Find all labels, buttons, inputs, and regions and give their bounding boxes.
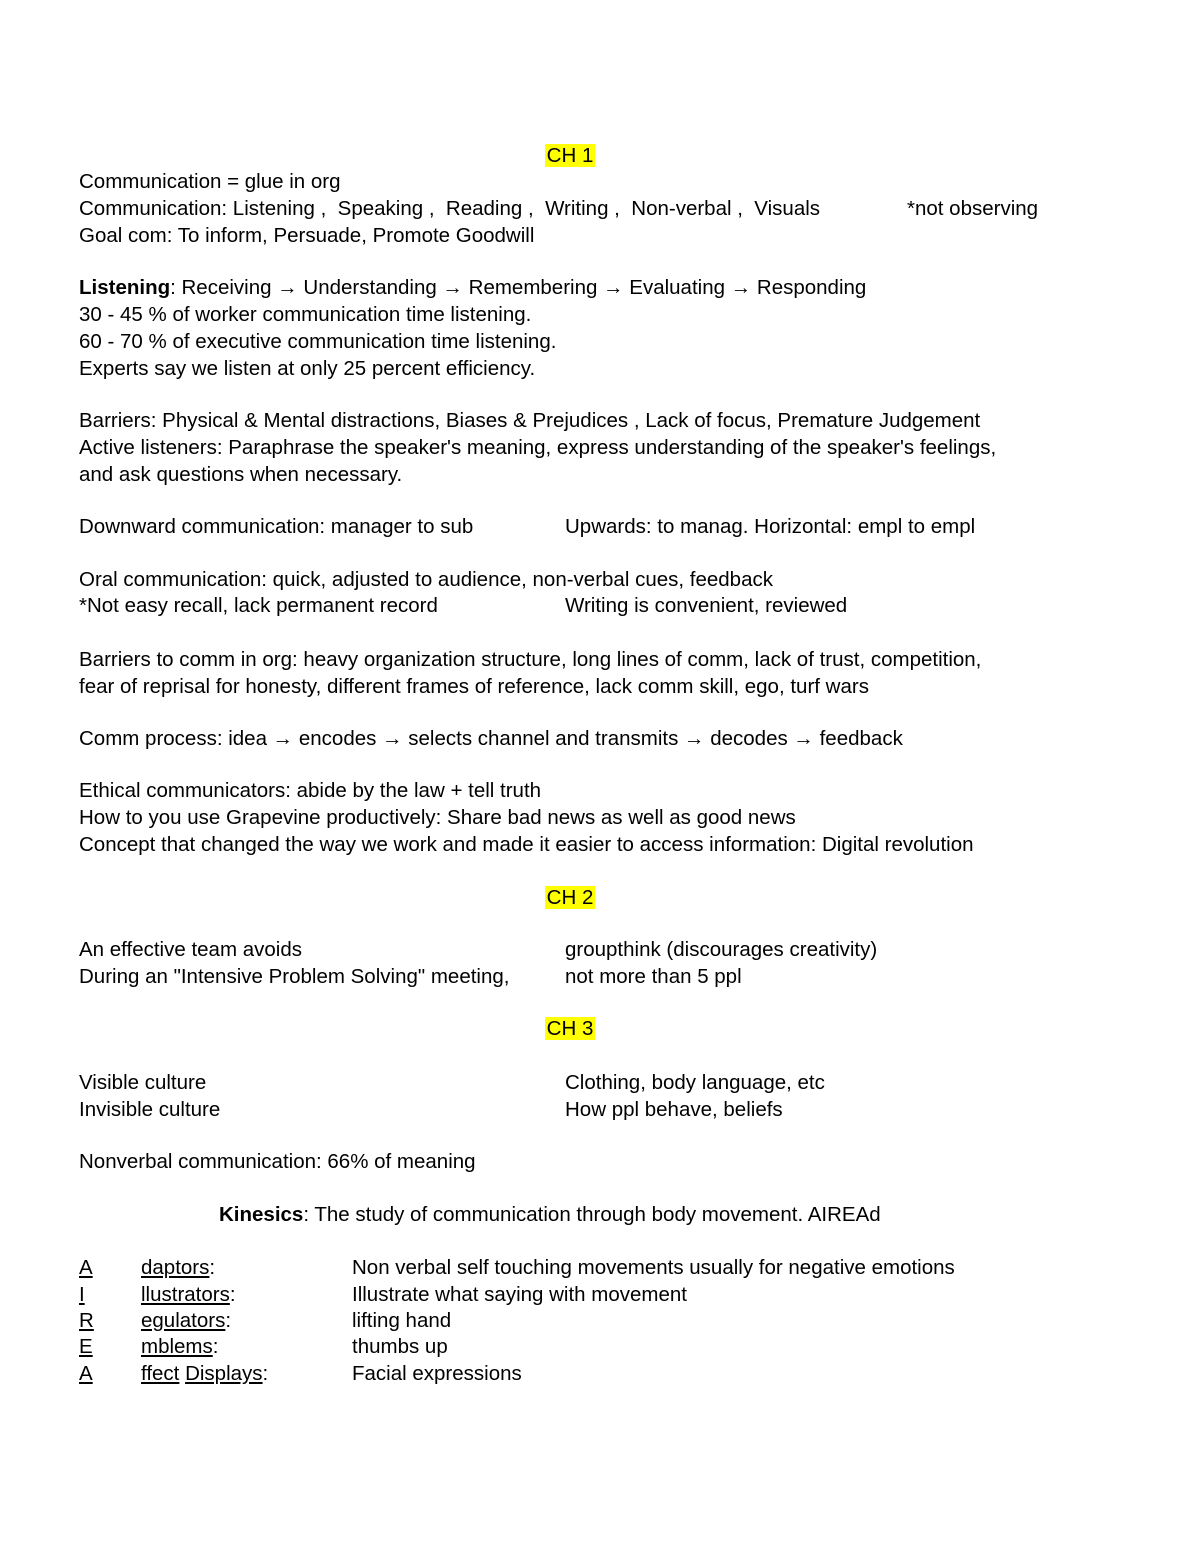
airead-definition: Non verbal self touching movements usually for negative emotions (352, 1256, 955, 1279)
ch2-line-team: An effective team avoids (79, 938, 302, 961)
ch1-line-ethical: Ethical communicators: abide by the law + tell truth (79, 779, 542, 802)
airead-letter: A (79, 1362, 93, 1385)
airead-term: mblems: (141, 1335, 219, 1358)
ch1-line-goal: Goal com: To inform, Persuade, Promote Goodwill (79, 224, 535, 247)
ch2-line-groupthink: groupthink (discourages creativity) (565, 938, 878, 961)
airead-term: llustrators: (141, 1283, 236, 1306)
ch3-line-visible: Visible culture (79, 1071, 207, 1094)
ch1-line-active-listeners-cont: and ask questions when necessary. (79, 463, 403, 486)
ch1-line-executive-listening: 60 - 70 % of executive communication time listening. (79, 330, 557, 353)
kinesics-label: Kinesics (219, 1203, 304, 1226)
ch3-heading-text: CH 3 (546, 1017, 594, 1040)
ch3-line-clothing: Clothing, body language, etc (565, 1071, 825, 1094)
ch1-heading-text: CH 1 (546, 144, 594, 167)
listening-label: Listening (79, 276, 171, 299)
airead-definition: Illustrate what saying with movement (352, 1283, 687, 1306)
airead-letter: R (79, 1309, 94, 1332)
ch3-line-invisible: Invisible culture (79, 1098, 221, 1121)
ch2-heading (0, 884, 1140, 911)
ch1-line-efficiency: Experts say we listen at only 25 percent efficiency. (79, 357, 536, 380)
airead-term-text: egulators (141, 1309, 226, 1332)
ch1-line-comm-process: Comm process: idea → encodes → selects channel and transmits → decodes → feedback (79, 727, 903, 750)
ch2-heading-text: CH 2 (546, 886, 594, 909)
listening-rest: : Receiving → Understanding → Remembering → Evaluating → Responding (170, 276, 867, 299)
ch1-line-recall: *Not easy recall, lack permanent record (79, 594, 438, 617)
ch1-heading (0, 142, 1140, 169)
airead-term: egulators: (141, 1309, 232, 1332)
ch1-line-writing: Writing is convenient, reviewed (565, 594, 848, 617)
airead-definition: thumbs up (352, 1335, 448, 1358)
airead-term: ffect Displays: (141, 1362, 269, 1385)
airead-letter: E (79, 1335, 93, 1358)
ch1-line-active-listeners: Active listeners: Paraphrase the speaker's meaning, express understanding of the speaker's feelings, (79, 436, 997, 459)
airead-term-text: ffect (141, 1362, 180, 1385)
ch1-line-barriers: Barriers: Physical & Mental distractions, Biases & Prejudices , Lack of focus, Premature Judgement (79, 409, 981, 432)
ch1-line-types-note: *not observing (907, 197, 1039, 220)
ch1-line-oral: Oral communication: quick, adjusted to audience, non-verbal cues, feedback (79, 568, 773, 591)
airead-term-text: llustrators (141, 1283, 230, 1306)
ch3-heading (0, 1015, 1140, 1042)
ch1-line-digital: Concept that changed the way we work and made it easier to access information: Digital revolution (79, 833, 974, 856)
ch1-line-org-barriers: Barriers to comm in org: heavy organization structure, long lines of comm, lack of trust, competition, (79, 648, 982, 671)
ch1-line-glue: Communication = glue in org (79, 170, 341, 193)
ch2-line-ppl: not more than 5 ppl (565, 965, 742, 988)
ch3-line-kinesics (219, 1201, 881, 1228)
airead-definition: lifting hand (352, 1309, 452, 1332)
ch1-line-downward: Downward communication: manager to sub (79, 515, 474, 538)
ch1-line-upwards: Upwards: to manag. Horizontal: empl to empl (565, 515, 976, 538)
airead-term-text: mblems (141, 1335, 213, 1358)
kinesics-rest: : The study of communication through body movement. AIREAd (303, 1203, 881, 1226)
ch1-line-listening (79, 274, 866, 301)
ch3-line-nonverbal: Nonverbal communication: 66% of meaning (79, 1150, 476, 1173)
ch1-line-org-barriers-cont: fear of reprisal for honesty, different frames of reference, lack comm skill, ego, turf wars (79, 675, 869, 698)
ch1-line-types: Communication: Listening , Speaking , Reading , Writing , Non-verbal , Visuals (79, 197, 821, 220)
airead-letter: I (79, 1283, 85, 1306)
ch2-line-meeting: During an "Intensive Problem Solving" meeting, (79, 965, 510, 988)
airead-term-text-2: Displays (185, 1362, 263, 1385)
ch3-line-behave: How ppl behave, beliefs (565, 1098, 783, 1121)
airead-term-text: daptors (141, 1256, 210, 1279)
airead-letter: A (79, 1256, 93, 1279)
airead-term: daptors: (141, 1256, 216, 1279)
airead-definition: Facial expressions (352, 1362, 522, 1385)
ch1-line-grapevine: How to you use Grapevine productively: Share bad news as well as good news (79, 806, 796, 829)
ch1-line-worker-listening: 30 - 45 % of worker communication time listening. (79, 303, 532, 326)
